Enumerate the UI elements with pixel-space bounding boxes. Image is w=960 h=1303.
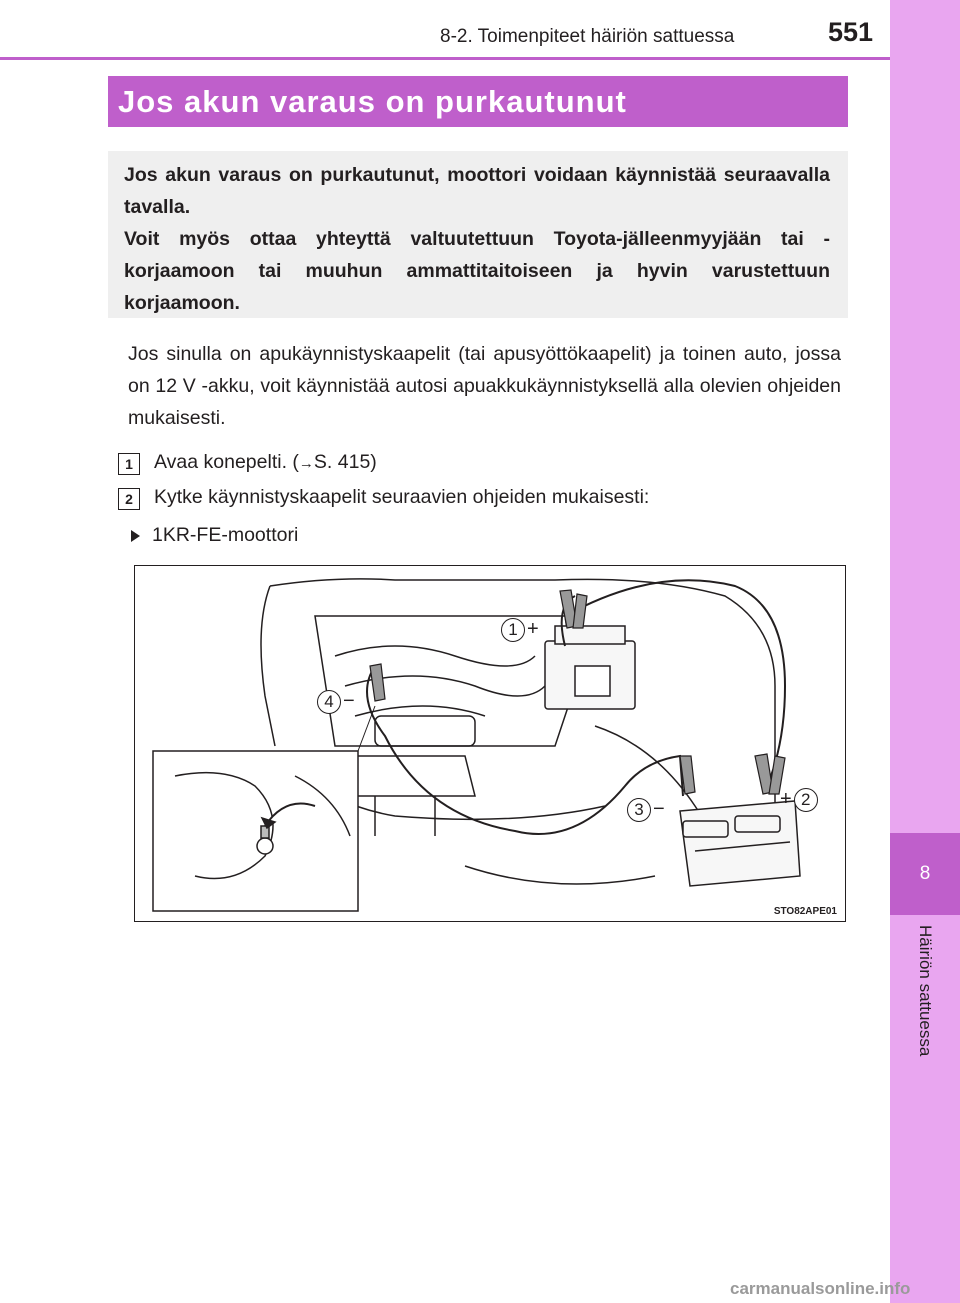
step-text: Avaa konepelti. (→S. 415) (154, 451, 377, 473)
page-reference-link[interactable]: S. 415) (313, 451, 377, 473)
engine-variant-label: 1KR-FE-moottori (152, 524, 299, 546)
ground-point-inset (153, 751, 358, 911)
intro-box (108, 151, 848, 318)
watermark: carmanualsonline.info (730, 1279, 911, 1298)
intro-line-2: Voit myös ottaa yhteyttä valtuutettuun Toyota-jälleenmyyjään tai -korjaamoon tai muuhun ammattitaitoiseen ja hyvin varustettuun korjaamoon. (124, 228, 830, 314)
figure-code: STO82APE01 (773, 906, 837, 917)
callout-1: 1 + (501, 618, 539, 642)
engine-variant-item (131, 524, 298, 547)
step-number: 2 (118, 488, 140, 510)
triangle-bullet-icon (131, 530, 140, 542)
section-heading: 8-2. Toimenpiteet häiriön sattuessa (440, 26, 735, 47)
callout-3: 3 − (627, 798, 665, 822)
page-title: Jos akun varaus on purkautunut (118, 83, 627, 119)
engine-bay-drawing (135, 566, 845, 921)
step-text: Kytke käynnistyskaapelit seuraavien ohjeiden mukaisesti: (154, 486, 650, 508)
callout-2: + 2 (780, 788, 818, 812)
intro-line-1: Jos akun varaus on purkautunut, moottori voidaan käynnistää seuraavalla tavalla. (124, 164, 830, 218)
callout-4: 4 − (317, 690, 355, 714)
page-title-bar (108, 76, 848, 127)
chapter-number-tab[interactable] (890, 833, 960, 915)
chapter-label: Häiriön sattuessa (916, 925, 935, 1057)
body-paragraph: Jos sinulla on apukäynnistyskaapelit (tai apusyöttökaapelit) ja toinen auto, jossa on 12 V -akku, voit käynnistää autosi apuakkukäynnistyksellä alla olevien ohjeiden mukaisesti. (128, 343, 841, 429)
step-number: 1 (118, 453, 140, 475)
chapter-number: 8 (919, 863, 931, 884)
header-divider (0, 57, 890, 60)
page-number: 551 (828, 17, 874, 47)
reference-arrow-icon: → (298, 455, 314, 472)
own-battery (545, 626, 635, 709)
booster-battery (680, 801, 800, 886)
jump-start-illustration (134, 565, 846, 922)
chapter-sidebar (890, 0, 960, 1303)
